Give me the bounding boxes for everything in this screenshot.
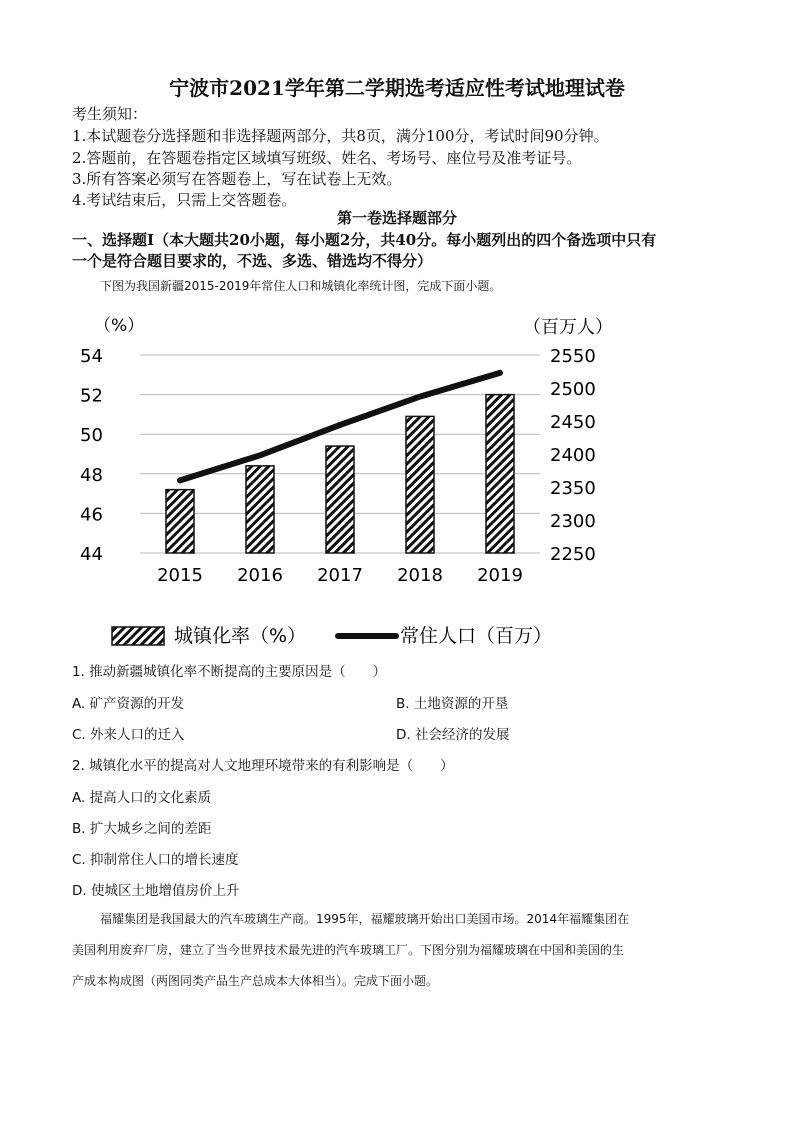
urbanization-bar (486, 395, 514, 553)
right-tick-label: 2250 (550, 544, 596, 565)
q1-option-c: C. 外来人口的迁入 (72, 727, 185, 743)
urbanization-bar (406, 416, 434, 553)
notice-item-2: 2.答题前，在答题卷指定区域填写班级、姓名、考场号、座位号及准考证号。 (72, 149, 582, 167)
urbanization-bar (326, 446, 354, 553)
q1-option-d: D. 社会经济的发展 (396, 727, 510, 743)
part1-instruction-line2: 一个是符合题目要求的，不选、多选、错选均不得分） (72, 252, 433, 270)
x-tick-label: 2017 (317, 565, 363, 586)
q1-option-a: A. 矿产资源的开发 (72, 696, 185, 712)
left-tick-label: 48 (80, 464, 103, 486)
right-tick-label: 2550 (550, 346, 596, 367)
x-tick-label: 2018 (397, 565, 443, 586)
x-tick-label: 2016 (237, 565, 283, 586)
passage-line-3: 产成本构成图（两图同类产品生产总成本大体相当）。完成下面小题。 (72, 974, 439, 988)
x-tick-label: 2019 (477, 565, 523, 586)
q2-option-a: A. 提高人口的文化素质 (72, 790, 212, 806)
left-tick-label: 44 (80, 544, 103, 565)
q2-option-c: C. 抑制常住人口的增长速度 (72, 852, 239, 868)
q2-option-b: B. 扩大城乡之间的差距 (72, 821, 212, 837)
q1-option-b: B. 土地资源的开垦 (396, 696, 509, 712)
notice-item-3: 3.所有答案必须写在答题卷上，写在试卷上无效。 (72, 170, 402, 188)
x-tick-label: 2015 (157, 565, 203, 586)
chart-intro: 下图为我国新疆2015-2019年常住人口和城镇化率统计图，完成下面小题。 (100, 279, 502, 293)
urbanization-bar (166, 490, 194, 553)
right-tick-label: 2350 (550, 478, 596, 499)
passage-line-1: 福耀集团是我国最大的汽车玻璃生产商。1995年，福耀玻璃开始出口美国市场。2014年福耀集团在 (100, 912, 630, 926)
notice-heading: 考生须知： (72, 105, 148, 123)
right-tick-label: 2300 (550, 511, 596, 532)
legend-bar-label: 城镇化率（%） (174, 625, 307, 647)
legend-line-label: 常住人口（百万） (400, 625, 553, 647)
q2-stem: 2. 城镇化水平的提高对人文地理环境带来的有利影响是（ ） (72, 758, 454, 774)
left-tick-label: 54 (80, 346, 103, 367)
left-tick-label: 52 (80, 385, 103, 407)
urbanization-bar (246, 466, 274, 553)
right-axis-label: （百万人） (523, 317, 613, 338)
notice-item-1: 1.本试题卷分选择题和非选择题两部分，共8页，满分100分，考试时间90分钟。 (72, 127, 609, 145)
right-tick-label: 2450 (550, 412, 596, 433)
q1-stem: 1. 推动新疆城镇化率不断提高的主要原因是（ ） (72, 664, 387, 680)
section-title: 第一卷选择题部分 (336, 209, 457, 227)
page-title: 宁波市2021学年第二学期选考适应性考试地理试卷 (169, 76, 625, 100)
urbanization-population-chart (80, 305, 700, 655)
q2-option-d: D. 使城区土地增值房价上升 (72, 883, 240, 899)
right-tick-label: 2400 (550, 445, 596, 466)
left-tick-label: 46 (80, 504, 103, 526)
left-tick-label: 50 (80, 425, 103, 447)
legend-bar-swatch (112, 627, 164, 645)
part1-instruction-line1: 一、选择题Ⅰ（本大题共20小题，每小题2分，共40分。每小题列出的四个备选项中只有 (72, 231, 657, 249)
passage-line-2: 美国利用废弃厂房，建立了当今世界技术最先进的汽车玻璃工厂。下图分别为福耀玻璃在中国和美国的生 (72, 943, 625, 957)
left-axis-label: （%） (94, 316, 145, 336)
notice-item-4: 4.考试结束后，只需上交答题卷。 (72, 191, 297, 209)
right-tick-label: 2500 (550, 379, 596, 400)
